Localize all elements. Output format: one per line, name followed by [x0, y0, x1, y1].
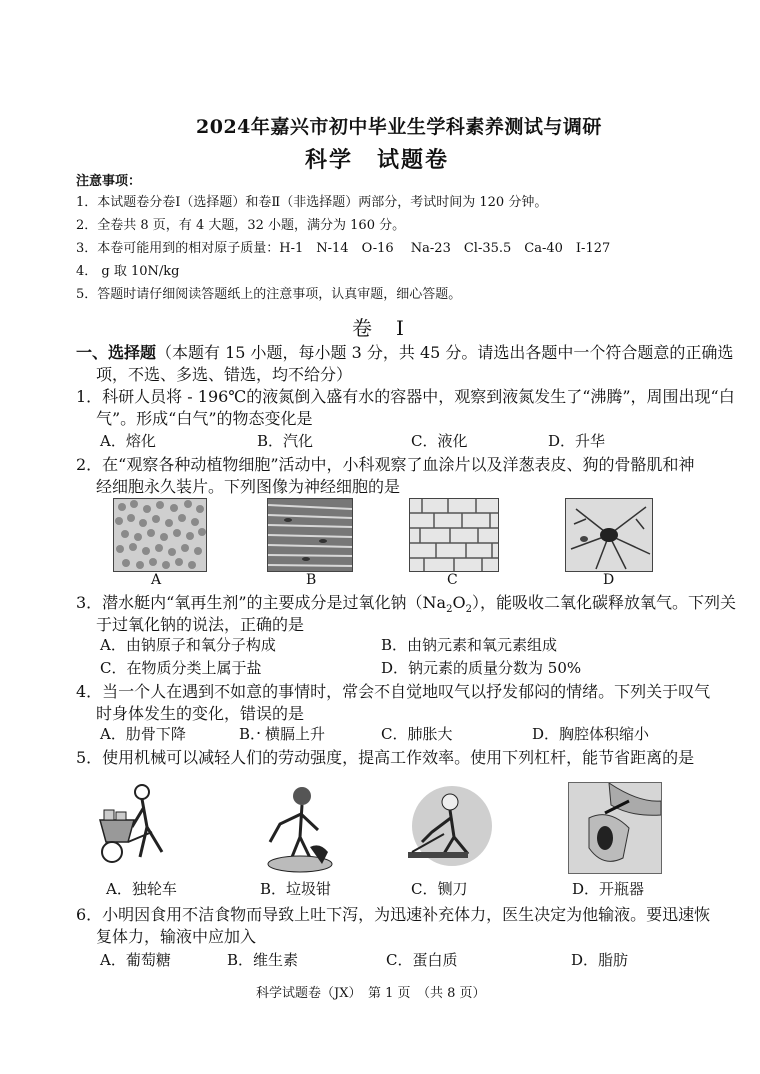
q5-option-d: D．开瓶器 [572, 880, 645, 898]
q4-option-b: B．横膈上升 [239, 725, 326, 743]
q5-option-b: B．垃圾钳 [260, 880, 332, 898]
q3-option-a: A．由钠原子和氧分子构成 [100, 636, 276, 654]
q3-option-d: D．钠元素的质量分数为 50% [381, 659, 582, 677]
blood-smear-image [113, 498, 207, 572]
q6-option-d: D．脂肪 [571, 951, 629, 969]
q4-option-a: A．肋骨下降 [100, 725, 186, 743]
question-2-stem-cont: 经细胞永久装片。下列图像为神经细胞的是 [96, 477, 401, 496]
page-title: 2024年嘉兴市初中毕业生学科素养测试与调研 [196, 116, 602, 138]
neuron-graphic [566, 499, 652, 571]
q1-option-c: C．液化 [411, 432, 468, 450]
notes-heading: 注意事项： [76, 174, 142, 189]
section-label: 卷 Ⅰ [352, 316, 406, 340]
q6-option-b: B．维生素 [227, 951, 299, 969]
hay-cutter-graphic [402, 782, 492, 874]
onion-epidermis-image [409, 498, 499, 572]
q4-option-c: C．肺胀大 [381, 725, 453, 743]
q1-option-b: B．汽化 [257, 432, 314, 450]
q2-caption-d: D [603, 572, 615, 588]
q3-sub-1: 2 [446, 604, 453, 616]
section-heading-cont: 项，不选、多选、错选，均不给分） [96, 365, 353, 384]
hay-cutter-image [402, 782, 492, 874]
page-footer: 科学试题卷（JX） 第 1 页 （共 8 页） [256, 986, 486, 1001]
question-4-stem: 4．当一个人在遇到不如意的事情时，常会不自觉地叹气以抒发郁闷的情绪。下列关于叹气 [76, 682, 711, 701]
q4-text-a: 时身体发生的变化， [96, 704, 241, 723]
note-item: 4． g 取 10N/kg [76, 264, 180, 279]
q2-caption-b: B [306, 572, 317, 588]
q1-option-d: D．升华 [548, 432, 606, 450]
trash-tongs-graphic [260, 782, 340, 874]
note-item: 1．本试题卷分卷Ⅰ（选择题）和卷Ⅱ（非选择题）两部分，考试时间为 120 分钟。 [76, 195, 548, 210]
page-subtitle: 科学 试题卷 [305, 147, 450, 173]
wheelbarrow-graphic [92, 782, 178, 874]
q2-caption-a: A [151, 572, 162, 588]
question-6-stem-cont: 复体力，输液中应加入 [96, 927, 257, 946]
q2-caption-c: C [447, 572, 458, 588]
q4-emphasis: 错误 [240, 704, 273, 723]
muscle-cell-image [267, 498, 353, 572]
neuron-image [565, 498, 653, 572]
bottle-opener-image [568, 782, 662, 874]
note-item: 2．全卷共 8 页，有 4 大题，32 小题，满分为 160 分。 [76, 218, 406, 233]
onion-cells-graphic [410, 499, 498, 571]
q6-option-a: A．葡萄糖 [100, 951, 171, 969]
section-heading-bold: 一、选择题 [76, 343, 157, 362]
q3-text-b: ），能吸收二氧化碳释放氧气。下列关 [471, 593, 736, 612]
question-4-stem-cont [96, 703, 304, 725]
note-item: 5．答题时请仔细阅读答题纸上的注意事项，认真审题，细心答题。 [76, 287, 462, 302]
question-6-stem: 6．小明因食用不洁食物而导致上吐下泻，为迅速补充体力，医生决定为他输液。要迅速恢 [76, 905, 711, 924]
question-2-stem: 2．在“观察各种动植物细胞”活动中，小科观察了血涂片以及洋葱表皮、狗的骨骼肌和神 [76, 455, 695, 474]
q3-sub-2: 2 [465, 604, 472, 616]
q3-text-o: O [452, 593, 466, 612]
question-5-stem: 5．使用机械可以减轻人们的劳动强度，提高工作效率。使用下列杠杆，能节省距离的是 [76, 748, 695, 767]
note-item: 3．本卷可能用到的相对原子质量：H-1 N-14 O-16 Na-23 Cl-35.5 Ca-40 I-127 [76, 241, 611, 256]
q3-text-a: 3．潜水艇内“氧再生剂”的主要成分是过氧化钠（Na [76, 593, 447, 612]
q6-option-c: C．蛋白质 [386, 951, 458, 969]
blood-cells-graphic [114, 499, 206, 571]
trash-tongs-image [260, 782, 340, 874]
q1-option-a: A．熔化 [100, 432, 156, 450]
q5-option-c: C．铡刀 [411, 880, 468, 898]
wheelbarrow-image [92, 782, 178, 874]
q3-option-b: B．由钠元素和氧元素组成 [381, 636, 558, 654]
q5-option-a: A．独轮车 [106, 880, 177, 898]
section-heading-text: （本题有 15 小题，每小题 3 分，共 45 分。请选出各题中一个符合题意的正确选 [156, 343, 734, 362]
q4-option-d: D．胸腔体积缩小 [532, 725, 650, 743]
section-heading [76, 342, 733, 364]
q3-option-c: C．在物质分类上属于盐 [100, 659, 262, 677]
question-1-stem-cont: 气”。形成“白气”的物态变化是 [96, 409, 313, 428]
question-1-stem: 1．科研人员将 - 196℃的液氮倒入盛有水的容器中，观察到液氮发生了“沸腾”，周围出现“白 [76, 387, 735, 406]
muscle-fibers-graphic [268, 499, 352, 571]
bottle-opener-graphic [569, 783, 661, 873]
question-3-stem-cont: 于过氧化钠的说法，正确的是 [96, 615, 305, 634]
q4-text-b: 的是 [272, 704, 305, 723]
